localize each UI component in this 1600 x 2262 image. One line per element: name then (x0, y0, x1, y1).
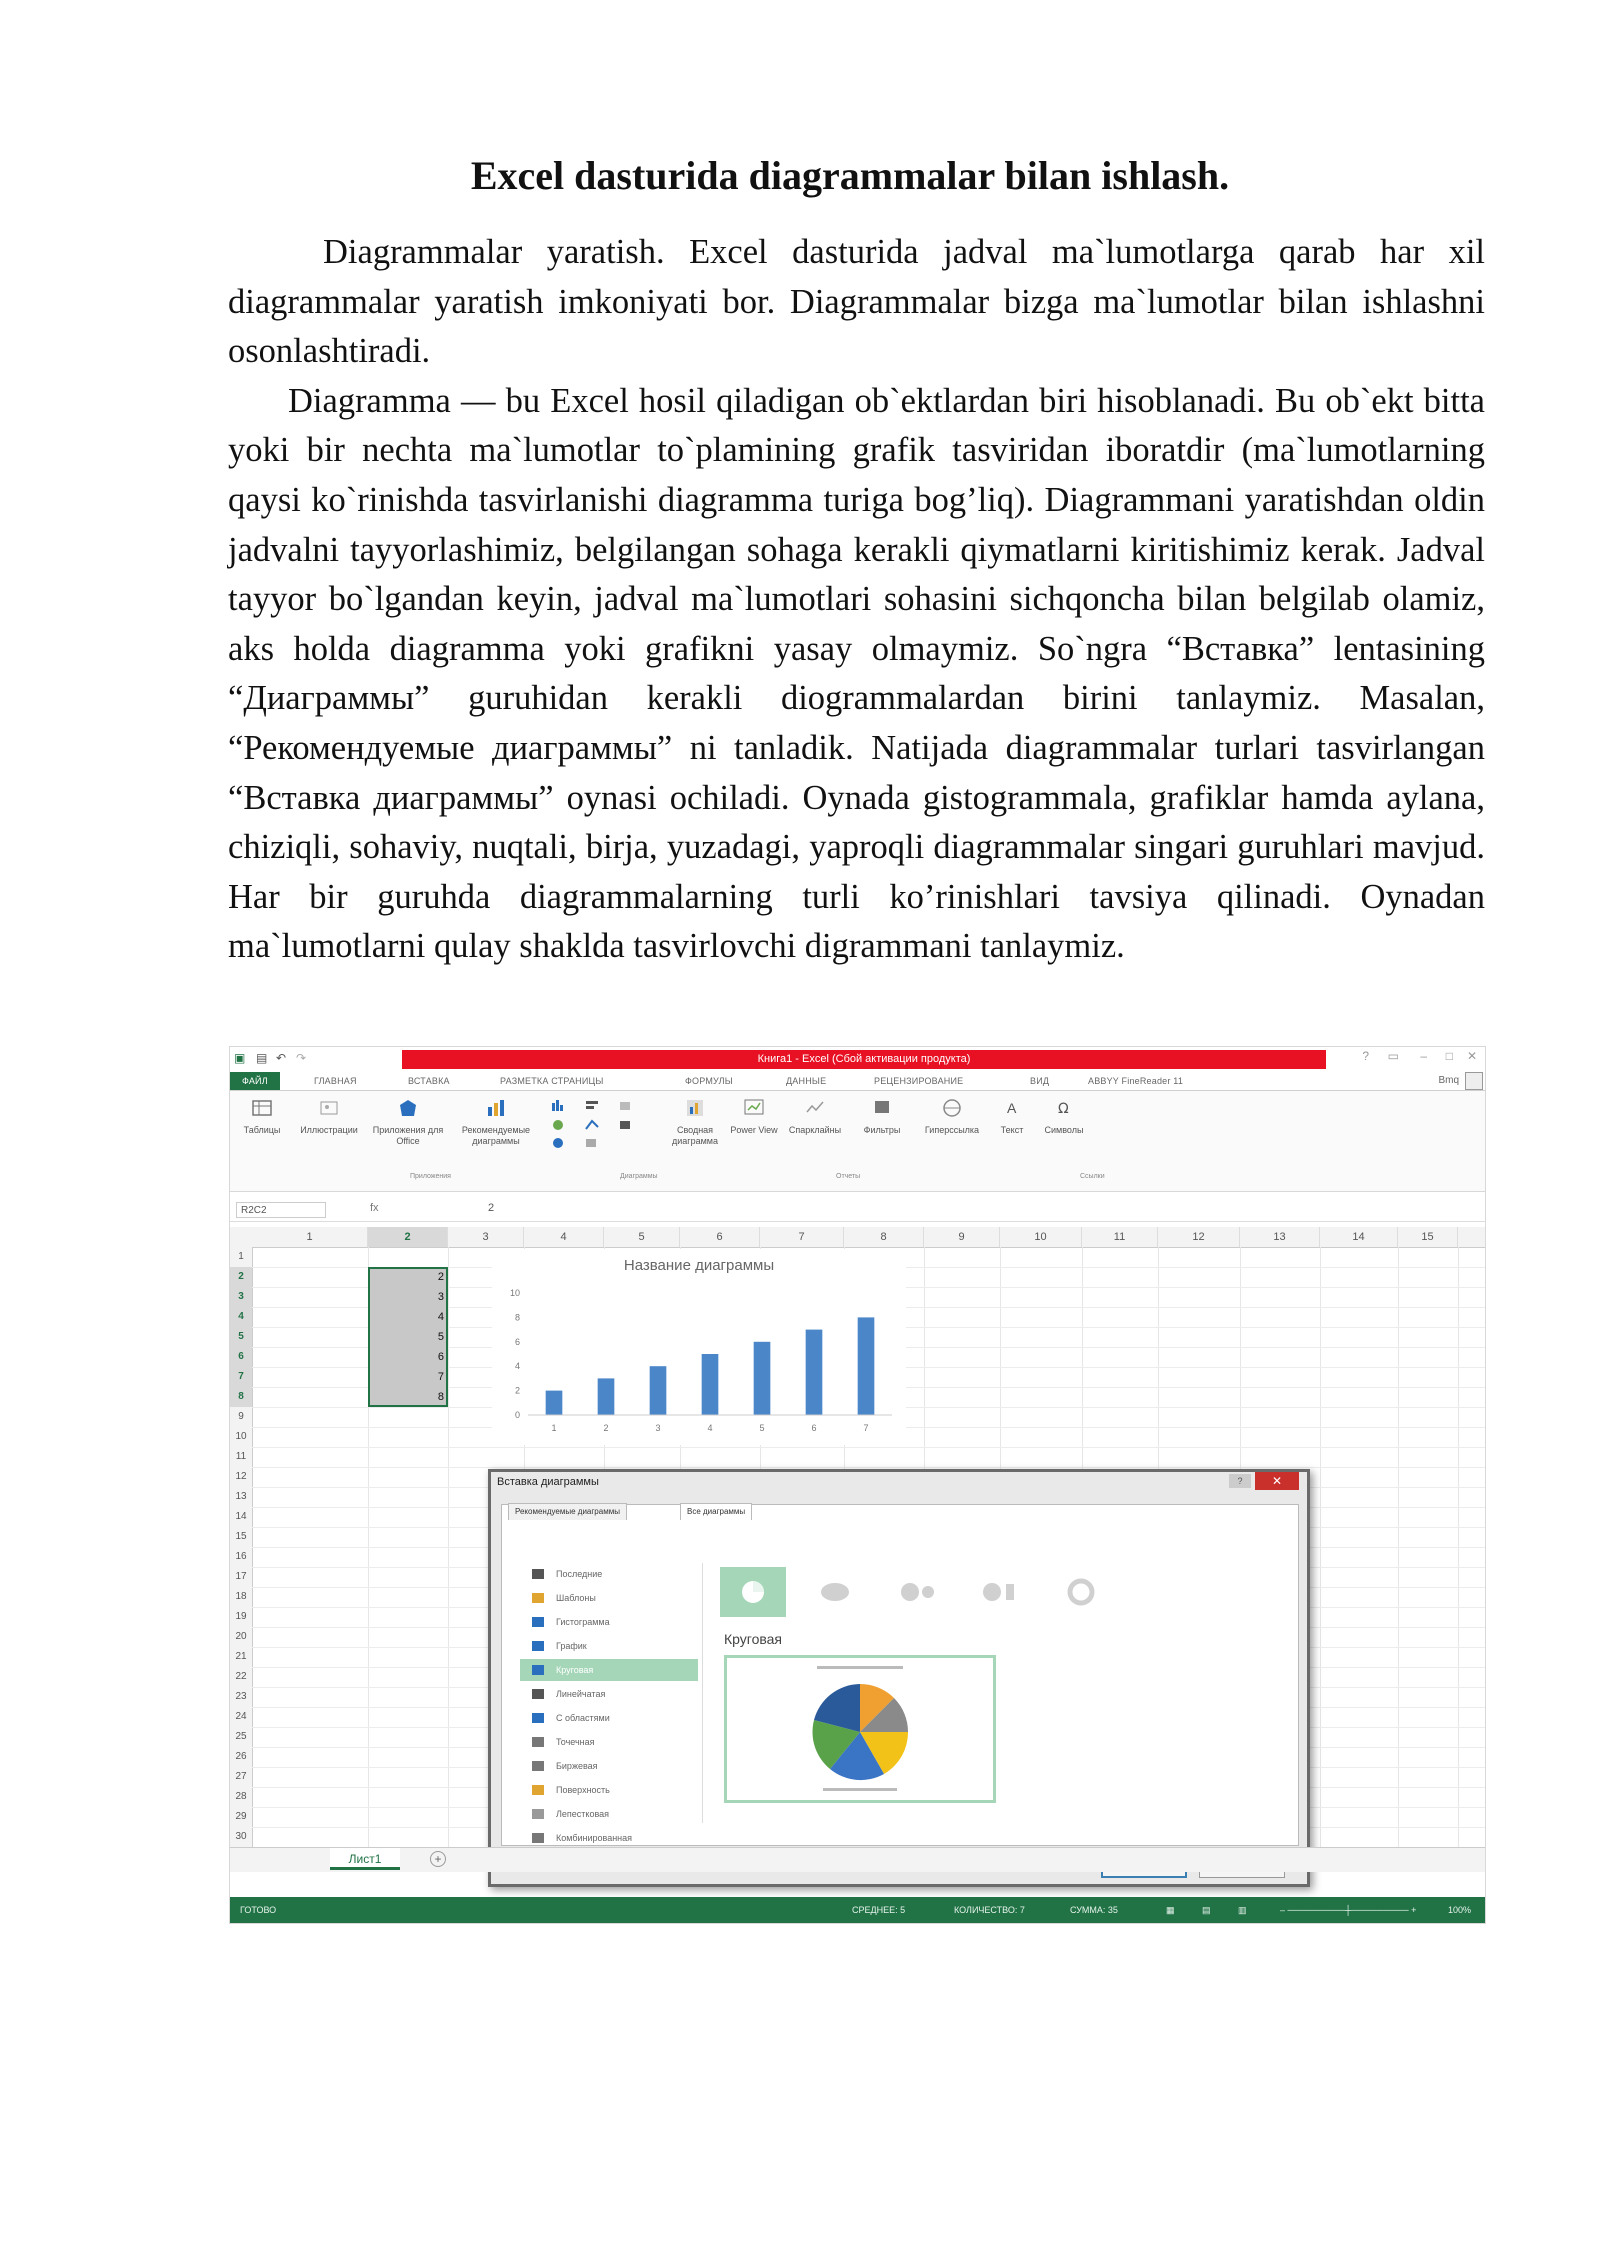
chart-type-label: Круговая (556, 1665, 594, 1675)
y-tick-label: 10 (509, 1288, 520, 1298)
chart-type-item[interactable] (520, 1827, 698, 1849)
x-tick-label: 4 (707, 1423, 713, 1433)
pie-preview-chart (727, 1658, 993, 1800)
tab-page-layout[interactable]: РАЗМЕТКА СТРАНИЦЫ (500, 1076, 604, 1086)
row-header[interactable]: 5 (230, 1327, 252, 1347)
sheet-tab-1[interactable]: Лист1 (330, 1848, 400, 1870)
tab-insert[interactable]: ВСТАВКА (408, 1076, 450, 1086)
column-header[interactable]: 5 (604, 1227, 680, 1247)
tab-view[interactable]: ВИД (1030, 1076, 1050, 1086)
svg-text:Ω: Ω (1058, 1101, 1069, 1117)
bar-of-pie-option[interactable] (966, 1567, 1032, 1617)
column-header[interactable]: 1 (252, 1227, 368, 1247)
tables-button[interactable]: Таблицы (232, 1097, 292, 1136)
tab-data[interactable]: ДАННЫЕ (786, 1076, 827, 1086)
chart-type-item[interactable] (520, 1731, 698, 1753)
add-sheet-icon[interactable]: + (430, 1851, 446, 1867)
status-bar (230, 1897, 1486, 1924)
x-tick-label: 6 (811, 1423, 817, 1433)
row-header[interactable]: 22 (235, 1671, 247, 1682)
pie-subtypes (720, 1567, 1280, 1617)
row-header[interactable]: 2 (230, 1267, 252, 1287)
gridline (252, 1467, 1486, 1468)
minimize-icon[interactable]: – (1420, 1049, 1427, 1063)
bar-chart (492, 1249, 906, 1445)
user-name[interactable]: Bmq (1438, 1075, 1459, 1086)
tab-formulas[interactable]: ФОРМУЛЫ (685, 1076, 733, 1086)
divider (702, 1563, 703, 1823)
chart-type-item[interactable] (520, 1659, 698, 1681)
bar[interactable] (858, 1317, 875, 1415)
row-header[interactable]: 12 (235, 1471, 247, 1482)
x-tick-label: 7 (863, 1423, 869, 1433)
illustration-icon (318, 1097, 340, 1119)
column-header[interactable]: 10 (1000, 1227, 1082, 1247)
chart-type-label: Биржевая (556, 1761, 598, 1771)
y-tick-label: 2 (514, 1385, 520, 1396)
column-header[interactable]: 2 (368, 1227, 448, 1247)
column-header[interactable]: 4 (524, 1227, 604, 1247)
pie-of-pie-option[interactable] (884, 1567, 950, 1617)
pie-3d-option[interactable] (802, 1567, 868, 1617)
paragraph-2: Diagramma — bu Excel hosil qiladigan ob`ektlardan biri hisoblanadi. Bu ob`ekt bitta yoki bir nechta ma`lumotlar to`plamining grafik tasviridan iboratdir (ma`lumotlarning qaysi ko`rinishda tasvirlanishi diagramma turiga bog’liq). Diagrammani yaratishdan oldin jadvalni tayyorlashimiz, belgilangan sohaga kerakli qiymatlarni kiritishimiz kerak. Jadval tayyor bo`lgandan keyin, jadval ma`lumotlari sohasini sichqoncha bilan belgilab olamiz, aks holda diagramma yoki grafikni yasay olmaymiz. So`ngra “Вставка” lentasining “Диаграммы” guruhidan kerakli diogrammalardan birini tanlaymiz. Masalan, “Рекомендуемые диаграммы” ni tanladik. Natijada diagrammalar turlari tasvirlangan “Вставка диаграммы” oynasi ochiladi. Oynada gistogrammala, grafiklar hamda aylana, chiziqli, sohaviy, nuqtali, birja, yuzadagi, yaproqli diagrammalar singari guruhlari mavjud. Har bir guruhda diagrammalarning turli ko’rinishlari tavsiya qilinadi. Oynadan ma`lumotlarni qulay shaklda tasvirlovchi digrammani tanlaymiz. (228, 381, 1485, 966)
bar-of-pie-icon (966, 1567, 1032, 1617)
chart-title: Название диаграммы (623, 1257, 775, 1274)
chart-type-label: Лепестковая (556, 1809, 610, 1819)
tab-review[interactable]: РЕЦЕНЗИРОВАНИЕ (874, 1076, 964, 1086)
chart-type-item[interactable] (520, 1587, 698, 1609)
row-header[interactable]: 26 (235, 1751, 247, 1762)
ribbon-display-icon[interactable]: ▭ (1387, 1049, 1399, 1063)
status-average: СРЕДНЕЕ: 5 (852, 1905, 906, 1915)
bar[interactable] (806, 1330, 823, 1415)
group-links: Ссылки (1080, 1173, 1105, 1180)
dialog-close-button[interactable]: ✕ (1255, 1472, 1299, 1490)
doughnut-option[interactable] (1048, 1567, 1114, 1617)
excel-logo-icon: ▣ (234, 1051, 246, 1065)
chart-type-icon (532, 1593, 544, 1603)
pivot-chart-button[interactable]: Сводная диаграмма (660, 1097, 730, 1147)
pie-option[interactable] (720, 1567, 786, 1617)
column-header[interactable]: 15 (1398, 1227, 1458, 1247)
chart-type-label: Линейчатая (556, 1689, 606, 1699)
window-title: Книга1 - Excel (Сбой активации продукта) (402, 1050, 1326, 1069)
chart-type-icon (532, 1713, 544, 1723)
close-window-icon[interactable]: ✕ (1466, 1049, 1477, 1063)
y-tick-label: 8 (514, 1312, 520, 1323)
group-apps: Приложения (410, 1173, 451, 1180)
bar[interactable] (546, 1391, 563, 1415)
bar[interactable] (702, 1354, 719, 1415)
chart-type-label: Гистограмма (556, 1617, 610, 1627)
group-reports: Отчеты (836, 1173, 861, 1180)
dialog-help-icon[interactable]: ? (1229, 1474, 1251, 1488)
status-sum: СУММА: 35 (1070, 1905, 1118, 1915)
column-header[interactable]: 12 (1158, 1227, 1240, 1247)
pivot-chart-icon (684, 1097, 706, 1119)
avatar[interactable] (1465, 1072, 1483, 1090)
row-header[interactable]: 23 (235, 1691, 247, 1702)
column-header[interactable]: 9 (924, 1227, 1000, 1247)
insert-chart-dialog (488, 1469, 1310, 1887)
column-header[interactable]: 6 (680, 1227, 760, 1247)
zoom-level[interactable]: 100% (1448, 1905, 1472, 1915)
store-icon (397, 1097, 419, 1119)
cell-value[interactable]: 3 (437, 1291, 444, 1303)
bar[interactable] (650, 1366, 667, 1415)
tab-all-charts[interactable]: Все диаграммы (680, 1503, 752, 1520)
cell-value[interactable]: 5 (437, 1331, 444, 1343)
row-header[interactable]: 21 (235, 1651, 247, 1662)
svg-text:A: A (1007, 1100, 1017, 1116)
save-icon[interactable]: ▤ (256, 1051, 268, 1065)
omega-icon (1053, 1097, 1075, 1119)
ribbon-tabs (230, 1072, 1486, 1091)
column-header[interactable]: 11 (1082, 1227, 1158, 1247)
row-header[interactable]: 4 (230, 1307, 252, 1327)
office-apps-button[interactable]: Приложения для Office (368, 1097, 448, 1147)
row-header[interactable]: 28 (235, 1791, 247, 1802)
filters-button[interactable]: Фильтры (852, 1097, 912, 1136)
chart-type-icon (532, 1641, 544, 1651)
text-button[interactable]: A Текст (992, 1097, 1032, 1136)
sparkline-icon (804, 1097, 826, 1119)
row-header[interactable]: 18 (235, 1591, 247, 1602)
formula-input[interactable]: 2 (488, 1202, 495, 1214)
row-header[interactable]: 8 (230, 1387, 252, 1407)
column-header[interactable]: 14 (1320, 1227, 1398, 1247)
bar[interactable] (754, 1342, 771, 1415)
row-header[interactable]: 20 (235, 1631, 247, 1642)
filter-icon (871, 1097, 893, 1119)
bar[interactable] (598, 1378, 615, 1415)
chart-type-icon (532, 1617, 544, 1627)
column-header[interactable]: 8 (844, 1227, 924, 1247)
page-break-icon[interactable]: ▥ (1238, 1905, 1247, 1915)
document-body (228, 228, 1485, 972)
tab-file[interactable]: ФАЙЛ (230, 1072, 280, 1090)
column-headers (230, 1227, 1486, 1248)
row-header[interactable]: 29 (235, 1811, 247, 1822)
row-header[interactable]: 17 (235, 1571, 247, 1582)
hyperlink-button[interactable]: Гиперссылка (912, 1097, 992, 1136)
row-header[interactable]: 3 (230, 1287, 252, 1307)
redo-icon[interactable]: ↷ (296, 1051, 307, 1065)
formula-bar (230, 1199, 1486, 1222)
row-header[interactable]: 19 (235, 1611, 247, 1622)
sparklines-button[interactable]: Спарклайны (778, 1097, 852, 1136)
page-layout-icon[interactable]: ▤ (1202, 1905, 1211, 1915)
column-header[interactable]: 3 (448, 1227, 524, 1247)
pie-preview[interactable] (724, 1655, 996, 1803)
dialog-body (501, 1504, 1299, 1846)
chart-type-icon (532, 1665, 544, 1675)
excel-screenshot (229, 1046, 1486, 1924)
row-header[interactable]: 14 (235, 1511, 247, 1522)
help-icon[interactable]: ? (1362, 1049, 1369, 1063)
status-ready: ГОТОВО (240, 1905, 277, 1915)
cell-value[interactable]: 7 (437, 1371, 444, 1383)
fx-icon[interactable]: fx (370, 1202, 379, 1214)
chart-type-item[interactable] (520, 1611, 698, 1633)
column-header[interactable]: 13 (1240, 1227, 1320, 1247)
chart-type-buttons[interactable] (548, 1097, 658, 1157)
cell-value[interactable]: 2 (437, 1271, 444, 1283)
row-header[interactable]: 10 (235, 1431, 247, 1442)
x-tick-label: 5 (759, 1423, 765, 1433)
undo-icon[interactable]: ↶ (276, 1051, 287, 1065)
chart-type-icon (532, 1809, 544, 1819)
table-icon (251, 1097, 273, 1119)
cell-value[interactable]: 4 (437, 1311, 444, 1323)
row-header[interactable]: 6 (230, 1347, 252, 1367)
tab-abbyy[interactable]: ABBYY FineReader 11 (1088, 1076, 1184, 1086)
name-box[interactable]: R2C2 (236, 1202, 326, 1218)
row-header[interactable]: 11 (235, 1451, 247, 1462)
chart-type-item[interactable] (520, 1683, 698, 1705)
y-tick-label: 0 (514, 1410, 520, 1420)
row-header[interactable]: 25 (235, 1731, 247, 1742)
pie-of-pie-icon (884, 1567, 950, 1617)
row-header[interactable]: 15 (235, 1531, 247, 1542)
chart-type-icon (532, 1569, 544, 1579)
chart-type-icon (532, 1785, 544, 1795)
row-header[interactable]: 1 (238, 1251, 244, 1262)
paragraph-1: Diagrammalar yaratish. Excel dasturida jadval ma`lumotlarga qarab har xil diagrammalar yaratish imkoniyati bor. Diagrammalar bizga ma`lumotlar bilan ishlashni osonlashtiradi. (228, 233, 1485, 371)
chart-type-icon (532, 1689, 544, 1699)
ribbon (230, 1091, 1486, 1192)
x-tick-label: 1 (551, 1423, 557, 1433)
chart-type-label: Поверхность (556, 1785, 610, 1795)
status-count: КОЛИЧЕСТВО: 7 (954, 1905, 1025, 1915)
embedded-chart[interactable] (492, 1249, 906, 1445)
pie-3d-icon (802, 1567, 868, 1617)
gridline (252, 1447, 1486, 1448)
y-tick-label: 6 (514, 1336, 520, 1347)
chart-type-item[interactable] (520, 1635, 698, 1657)
chart-type-icon (532, 1833, 544, 1843)
chart-type-item[interactable] (520, 1563, 698, 1585)
chart-type-label: Последние (556, 1569, 603, 1579)
illustrations-button[interactable]: Иллюстрации (294, 1097, 364, 1136)
row-header[interactable]: 7 (230, 1367, 252, 1387)
row-header[interactable]: 24 (235, 1711, 247, 1722)
row-header[interactable]: 13 (235, 1491, 247, 1502)
chart-type-label: Точечная (556, 1737, 595, 1747)
normal-view-icon[interactable]: ▦ (1166, 1905, 1175, 1915)
sheet-tabs (230, 1847, 1486, 1872)
text-icon (1001, 1097, 1023, 1119)
cell-value[interactable]: 8 (437, 1391, 444, 1403)
row-header[interactable]: 16 (235, 1551, 247, 1562)
tab-recommended-charts[interactable]: Рекомендуемые диаграммы (508, 1503, 627, 1520)
chart-type-icon (532, 1737, 544, 1747)
group-charts: Диаграммы (620, 1173, 658, 1180)
row-header[interactable]: 27 (235, 1771, 247, 1782)
spreadsheet-grid[interactable] (230, 1227, 1486, 1847)
y-tick-label: 4 (514, 1361, 520, 1372)
chart-type-item[interactable] (520, 1803, 698, 1825)
power-view-icon (743, 1097, 765, 1119)
dialog-title: Вставка диаграммы (497, 1476, 599, 1488)
chart-type-item[interactable] (520, 1755, 698, 1777)
x-tick-label: 3 (655, 1423, 661, 1433)
chart-type-item[interactable] (520, 1779, 698, 1801)
symbols-button[interactable]: Ω Символы (1034, 1097, 1094, 1136)
cell-value[interactable]: 6 (437, 1351, 444, 1363)
pie-chart-icon (720, 1567, 786, 1617)
power-view-button[interactable]: Power View (730, 1097, 778, 1136)
chart-gallery-icon (548, 1097, 658, 1157)
tab-home[interactable]: ГЛАВНАЯ (314, 1076, 357, 1086)
recommended-charts-button[interactable]: Рекомендуемые диаграммы (452, 1097, 540, 1147)
row-header[interactable]: 30 (235, 1831, 247, 1842)
chart-type-icon (532, 1761, 544, 1771)
zoom-slider[interactable]: – ─────────┼───────── + (1280, 1905, 1417, 1915)
hyperlink-icon (941, 1097, 963, 1119)
recommended-chart-icon (485, 1097, 507, 1119)
doughnut-icon (1048, 1567, 1114, 1617)
row-headers (230, 1247, 253, 1847)
chart-type-label: Комбинированная (556, 1833, 633, 1843)
row-header[interactable]: 9 (238, 1411, 244, 1422)
chart-type-item[interactable] (520, 1707, 698, 1729)
x-tick-label: 2 (603, 1423, 609, 1433)
column-header[interactable]: 7 (760, 1227, 844, 1247)
maximize-icon[interactable]: □ (1445, 1049, 1453, 1063)
preview-title: Круговая (724, 1631, 783, 1647)
chart-type-label: Шаблоны (556, 1593, 596, 1603)
document-title: Excel dasturida diagrammalar bilan ishlash. (470, 153, 1230, 198)
chart-type-label: График (556, 1641, 587, 1651)
chart-type-label: С областями (556, 1713, 610, 1723)
